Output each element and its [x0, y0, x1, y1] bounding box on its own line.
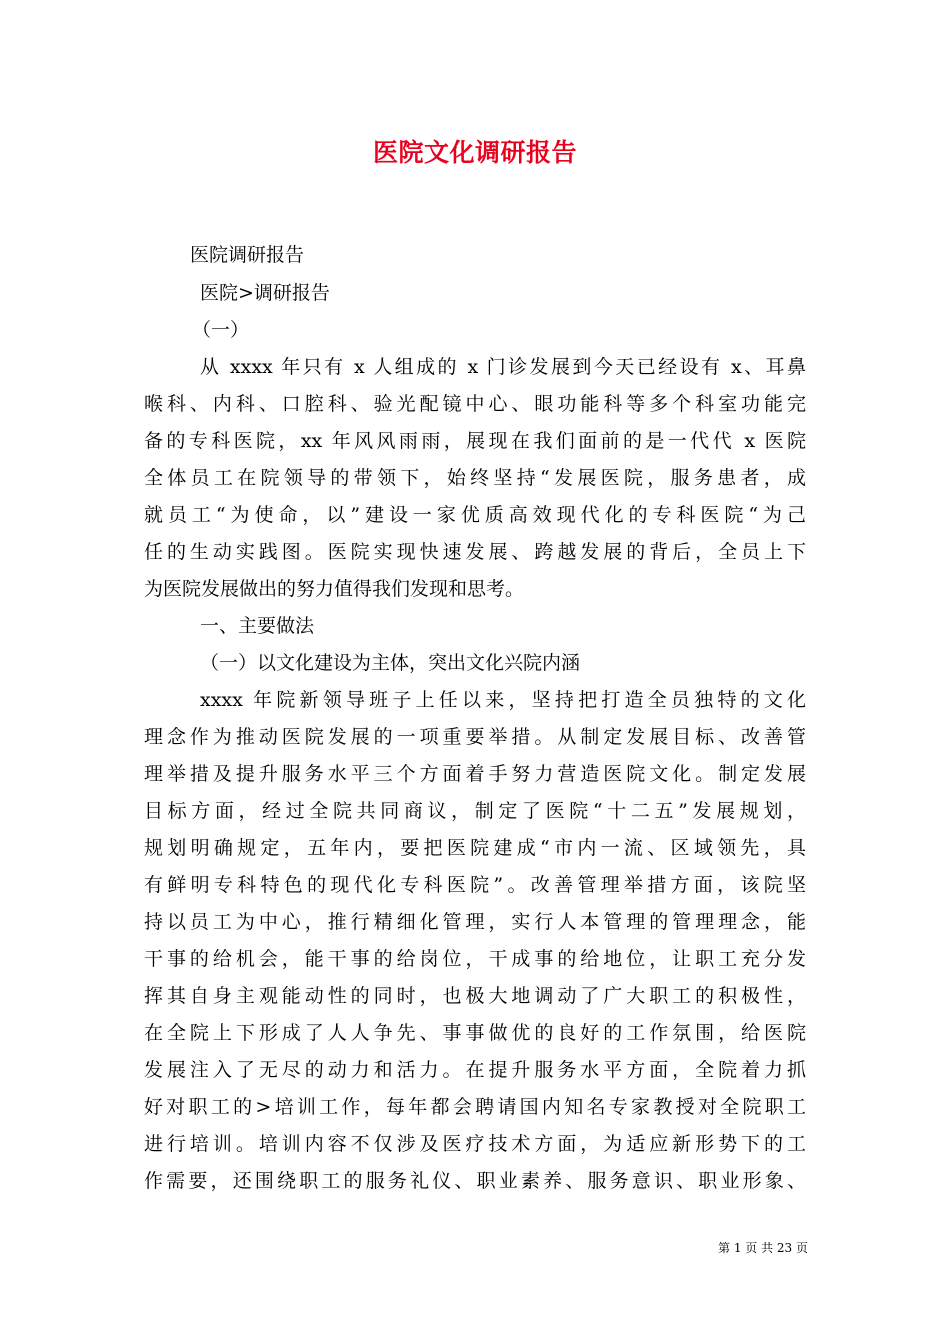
para1-line-1: 从 xxxx 年只有 x 人组成的 x 门诊发展到今天已经设有 x、耳鼻 — [200, 356, 806, 378]
heading-part-one: （一） — [192, 319, 250, 341]
para1-line-7: 为医院发展做出的努力值得我们发现和思考。 — [144, 578, 525, 600]
para1-line-5: 就员工“为使命，以”建设一家优质高效现代化的专科医院“为己 — [144, 504, 806, 526]
para2-line-2: 理念作为推动医院发展的一项重要举措。从制定发展目标、改善管 — [144, 726, 806, 748]
para2-line-8: 干事的给机会，能干事的给岗位，干成事的给地位，让职工充分发 — [144, 948, 806, 970]
subsection-culture: （一）以文化建设为主体，突出文化兴院内涵 — [200, 652, 581, 674]
para2-line-1: xxxx 年院新领导班子上任以来，坚持把打造全员独特的文化 — [200, 689, 806, 711]
heading-hospital-research: 医院调研报告 — [190, 244, 305, 266]
para2-line-4: 目标方面，经过全院共同商议，制定了医院“十二五”发展规划， — [144, 800, 806, 822]
section-main-practices: 一、主要做法 — [200, 615, 315, 637]
para2-line-3: 理举措及提升服务水平三个方面着手努力营造医院文化。制定发展 — [144, 763, 806, 785]
para2-line-9: 挥其自身主观能动性的同时，也极大地调动了广大职工的积极性， — [144, 985, 806, 1007]
para2-line-14: 作需要，还围绕职工的服务礼仪、职业素养、服务意识、职业形象、 — [144, 1170, 806, 1192]
para2-line-13: 进行培训。培训内容不仅涉及医疗技术方面，为适应新形势下的工 — [144, 1133, 806, 1155]
para2-line-11: 发展注入了无尽的动力和活力。在提升服务水平方面，全院着力抓 — [144, 1059, 806, 1081]
para2-line-10: 在全院上下形成了人人争先、事事做优的良好的工作氛围，给医院 — [144, 1022, 806, 1044]
para2-line-12: 好对职工的>培训工作，每年都会聘请国内知名专家教授对全院职工 — [144, 1096, 806, 1118]
para2-line-7: 持以员工为中心，推行精细化管理，实行人本管理的管理理念，能 — [144, 911, 806, 933]
heading-hospital-research-link: 医院>调研报告 — [200, 282, 330, 304]
para1-line-3: 备的专科医院，xx 年风风雨雨，展现在我们面前的是一代代 x 医院 — [144, 430, 806, 452]
para1-line-2: 喉科、内科、口腔科、验光配镜中心、眼功能科等多个科室功能完 — [144, 393, 806, 415]
para2-line-6: 有鲜明专科特色的现代化专科医院”。改善管理举措方面，该院坚 — [144, 874, 806, 896]
para2-line-5: 规划明确规定，五年内，要把医院建成“市内一流、区域领先，具 — [144, 837, 806, 859]
page-number: 第 1 页 共 23 页 — [718, 1241, 808, 1255]
para1-line-4: 全体员工在院领导的带领下，始终坚持“发展医院，服务患者，成 — [144, 467, 806, 489]
document-title: 医院文化调研报告 — [372, 138, 577, 167]
para1-line-6: 任的生动实践图。医院实现快速发展、跨越发展的背后，全员上下 — [144, 541, 806, 563]
